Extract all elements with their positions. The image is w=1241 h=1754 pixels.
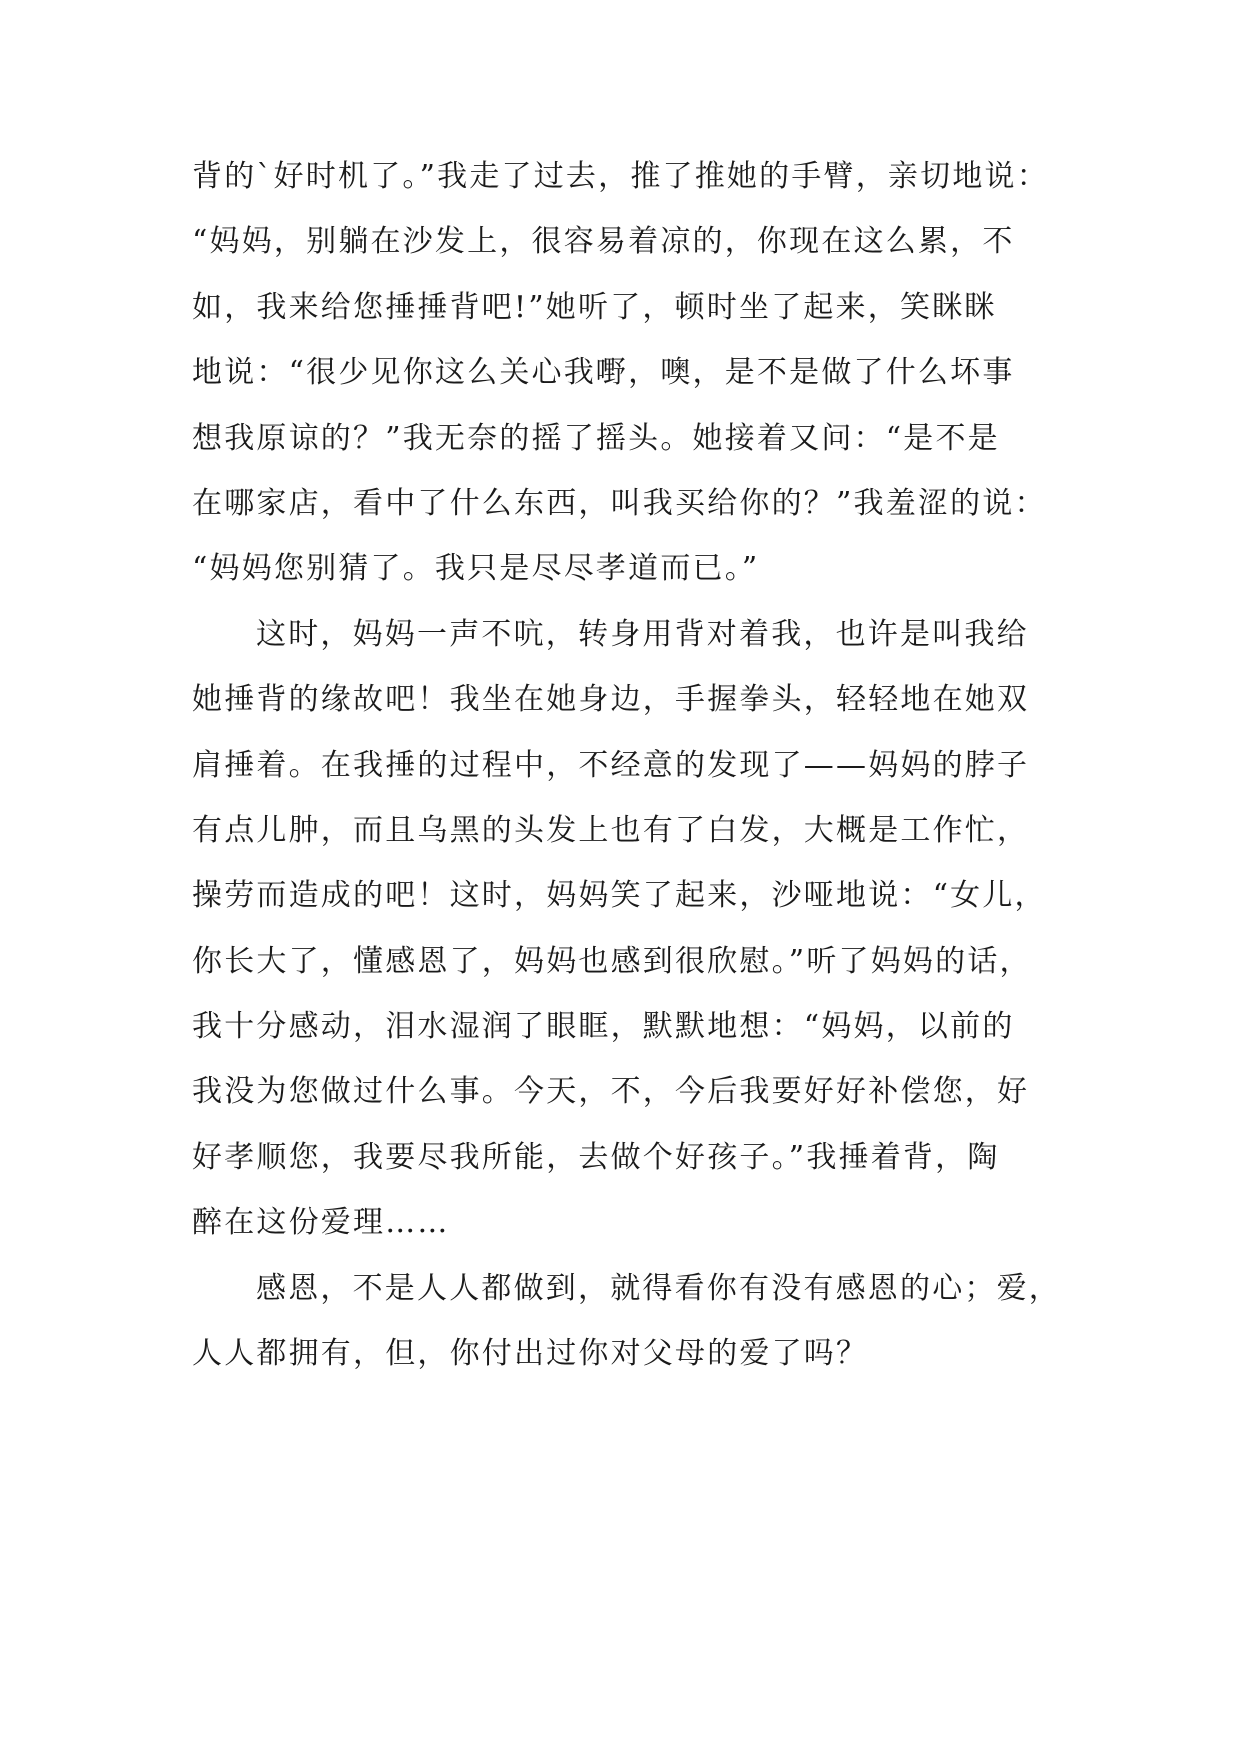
text-line: 醉在这份爱理…… bbox=[192, 1205, 450, 1241]
text-line: 如，我来给您捶捶背吧!”她听了，顿时坐了起来，笑眯眯 bbox=[192, 289, 997, 325]
text-line: 有点儿肿，而且乌黑的头发上也有了白发，大概是工作忙， bbox=[192, 812, 1030, 848]
text-line: 好孝顺您，我要尽我所能，去做个好孩子。”我捶着背，陶 bbox=[192, 1139, 1000, 1175]
text-line: “妈妈您别猜了。我只是尽尽孝道而已。” bbox=[192, 551, 760, 587]
text-line: 在哪家店，看中了什么东西，叫我买给你的？”我羞涩的说： bbox=[192, 485, 1047, 521]
text-line: 地说：“很少见你这么关心我嘢，噢，是不是做了什么坏事 bbox=[192, 355, 1015, 391]
paragraph-start-line: 感恩，不是人人都做到，就得看你有没有感恩的心；爱， bbox=[256, 1270, 1061, 1306]
text-line: 她捶背的缘故吧！我坐在她身边，手握拳头，轻轻地在她双 bbox=[192, 682, 1030, 718]
text-line: 我十分感动，泪水湿润了眼眶，默默地想：“妈妈，以前的 bbox=[192, 1009, 1015, 1045]
text-line: 想我原谅的？”我无奈的摇了摇头。她接着又问：“是不是 bbox=[192, 420, 1000, 456]
essay-body bbox=[192, 158, 1072, 1400]
text-line: 肩捶着。在我捶的过程中，不经意的发现了——妈妈的脖子 bbox=[192, 747, 1030, 783]
paragraph-start-line: 这时，妈妈一声不吭，转身用背对着我，也许是叫我给 bbox=[256, 616, 1029, 652]
text-line: “妈妈，别躺在沙发上，很容易着凉的，你现在这么累，不 bbox=[192, 224, 1015, 260]
text-line: 人人都拥有，但，你付出过你对父母的爱了吗？ bbox=[192, 1336, 869, 1372]
text-line: 背的`好时机了。”我走了过去，推了推她的手臂，亲切地说： bbox=[192, 159, 1049, 194]
text-line: 我没为您做过什么事。今天，不，今后我要好好补偿您，好 bbox=[192, 1074, 1030, 1110]
text-line: 操劳而造成的吧！这时，妈妈笑了起来，沙哑地说：“女儿， bbox=[192, 878, 1047, 914]
text-line: 你长大了，懂感恩了，妈妈也感到很欣慰。”听了妈妈的话， bbox=[192, 943, 1032, 979]
